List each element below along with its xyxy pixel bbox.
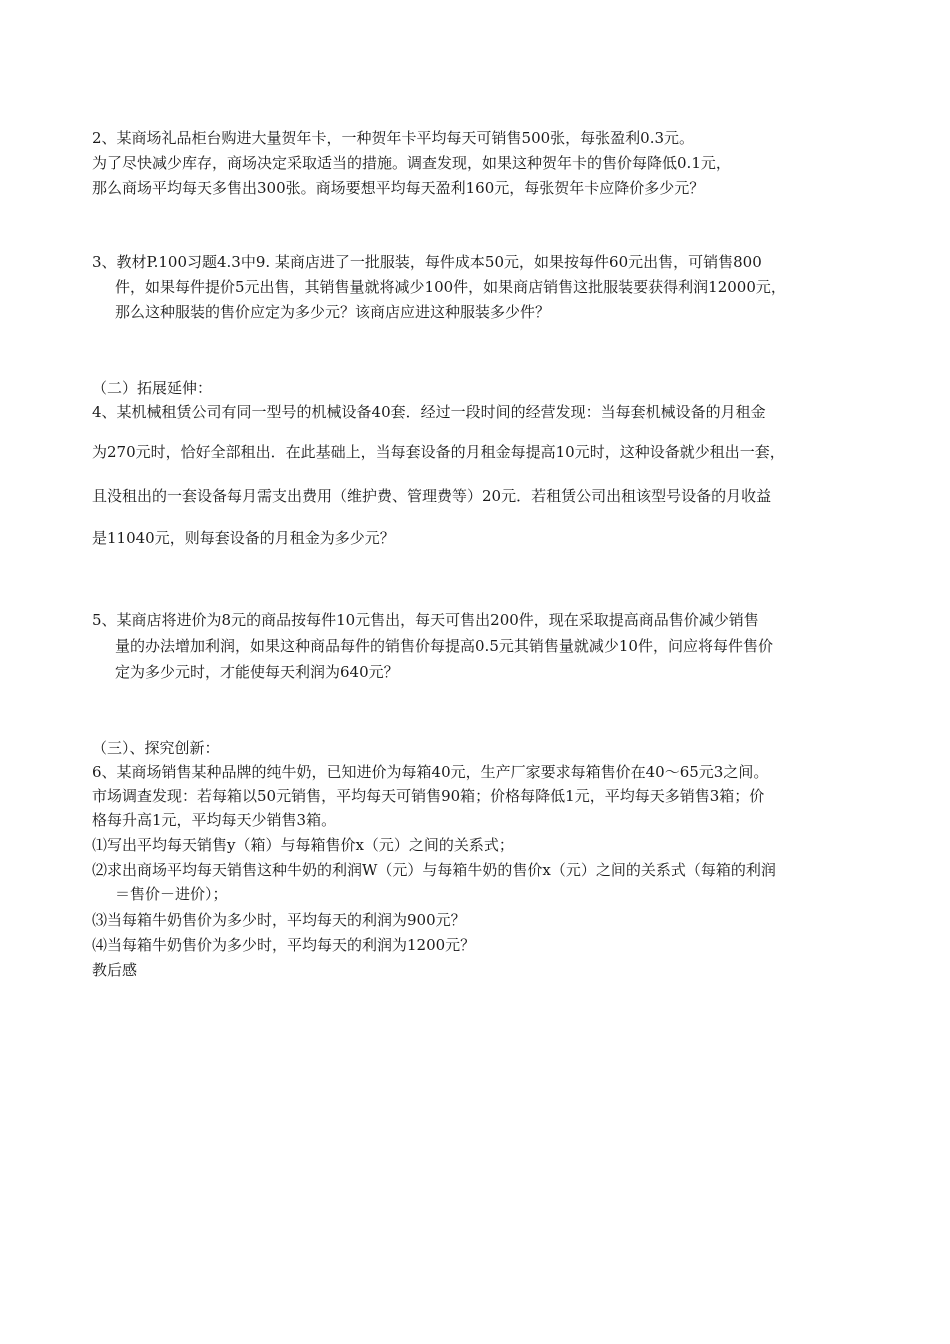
problem-6-line-1: 6、某商场销售某种品牌的纯牛奶，已知进价为每箱40元，生产厂家要求每箱售价在40～65元3之间。 — [92, 763, 769, 781]
section-3-heading: （三）、探究创新： — [92, 739, 220, 757]
problem-6-line-2: 市场调查发现：若每箱以50元销售，平均每天可销售90箱；价格每降低1元，平均每天多销售3箱；价 — [92, 787, 765, 805]
problem-2-line-3: 那么商场平均每天多售出300张。商场要想平均每天盈利160元，每张贺年卡应降价多少元？ — [92, 179, 705, 197]
problem-4-line-1: 4、某机械租赁公司有同一型号的机械设备40套．经过一段时间的经营发现：当每套机械设备的月租金 — [92, 403, 766, 421]
problem-2-line-2: 为了尽快减少库存，商场决定采取适当的措施。调查发现，如果这种贺年卡的售价每降低0.1元， — [92, 154, 731, 172]
afterword-label: 教后感 — [92, 961, 138, 979]
problem-3-line-3: 那么这种服装的售价应定为多少元？该商店应进这种服装多少件？ — [115, 303, 551, 321]
problem-4-line-2: 为270元时，恰好全部租出．在此基础上，当每套设备的月租金每提高10元时，这种设备就少租出一套， — [92, 443, 785, 461]
question-2-line-1: ⑵求出商场平均每天销售这种牛奶的利润W（元）与每箱牛奶的售价x（元）之间的关系式（每箱的利润 — [92, 861, 776, 879]
section-2-heading: （二）拓展延伸： — [92, 379, 213, 397]
problem-3-line-2: 件，如果每件提价5元出售，其销售量就将减少100件，如果商店销售这批服装要获得利润12000元， — [115, 278, 786, 296]
problem-4-line-4: 是11040元，则每套设备的月租金为多少元？ — [92, 529, 395, 547]
problem-5-line-3: 定为多少元时，才能使每天利润为640元？ — [115, 663, 399, 681]
question-1: ⑴写出平均每天销售y（箱）与每箱售价x（元）之间的关系式； — [92, 836, 514, 854]
problem-6-line-3: 格每升高1元，平均每天少销售3箱。 — [92, 811, 337, 829]
question-3: ⑶当每箱牛奶售价为多少时，平均每天的利润为900元？ — [92, 911, 466, 929]
problem-5-line-2: 量的办法增加利润，如果这种商品每件的销售价每提高0.5元其销售量就减少10件，问应将每件售价 — [115, 637, 773, 655]
problem-2-line-1: 2、某商场礼品柜台购进大量贺年卡，一种贺年卡平均每天可销售500张，每张盈利0.3元。 — [92, 129, 695, 147]
question-4: ⑷当每箱牛奶售价为多少时，平均每天的利润为1200元？ — [92, 936, 476, 954]
problem-5-line-1: 5、某商店将进价为8元的商品按每件10元售出，每天可售出200件，现在采取提高商品售价减少销售 — [92, 611, 759, 629]
problem-3-line-1: 3、教材P.100习题4.3中9. 某商店进了一批服装，每件成本50元，如果按每件60元出售，可销售800 — [92, 253, 762, 271]
problem-4-line-3: 且没租出的一套设备每月需支出费用（维护费、管理费等）20元．若租赁公司出租该型号设备的月收益 — [92, 487, 772, 505]
question-2-line-2: ＝售价－进价）； — [115, 885, 228, 903]
